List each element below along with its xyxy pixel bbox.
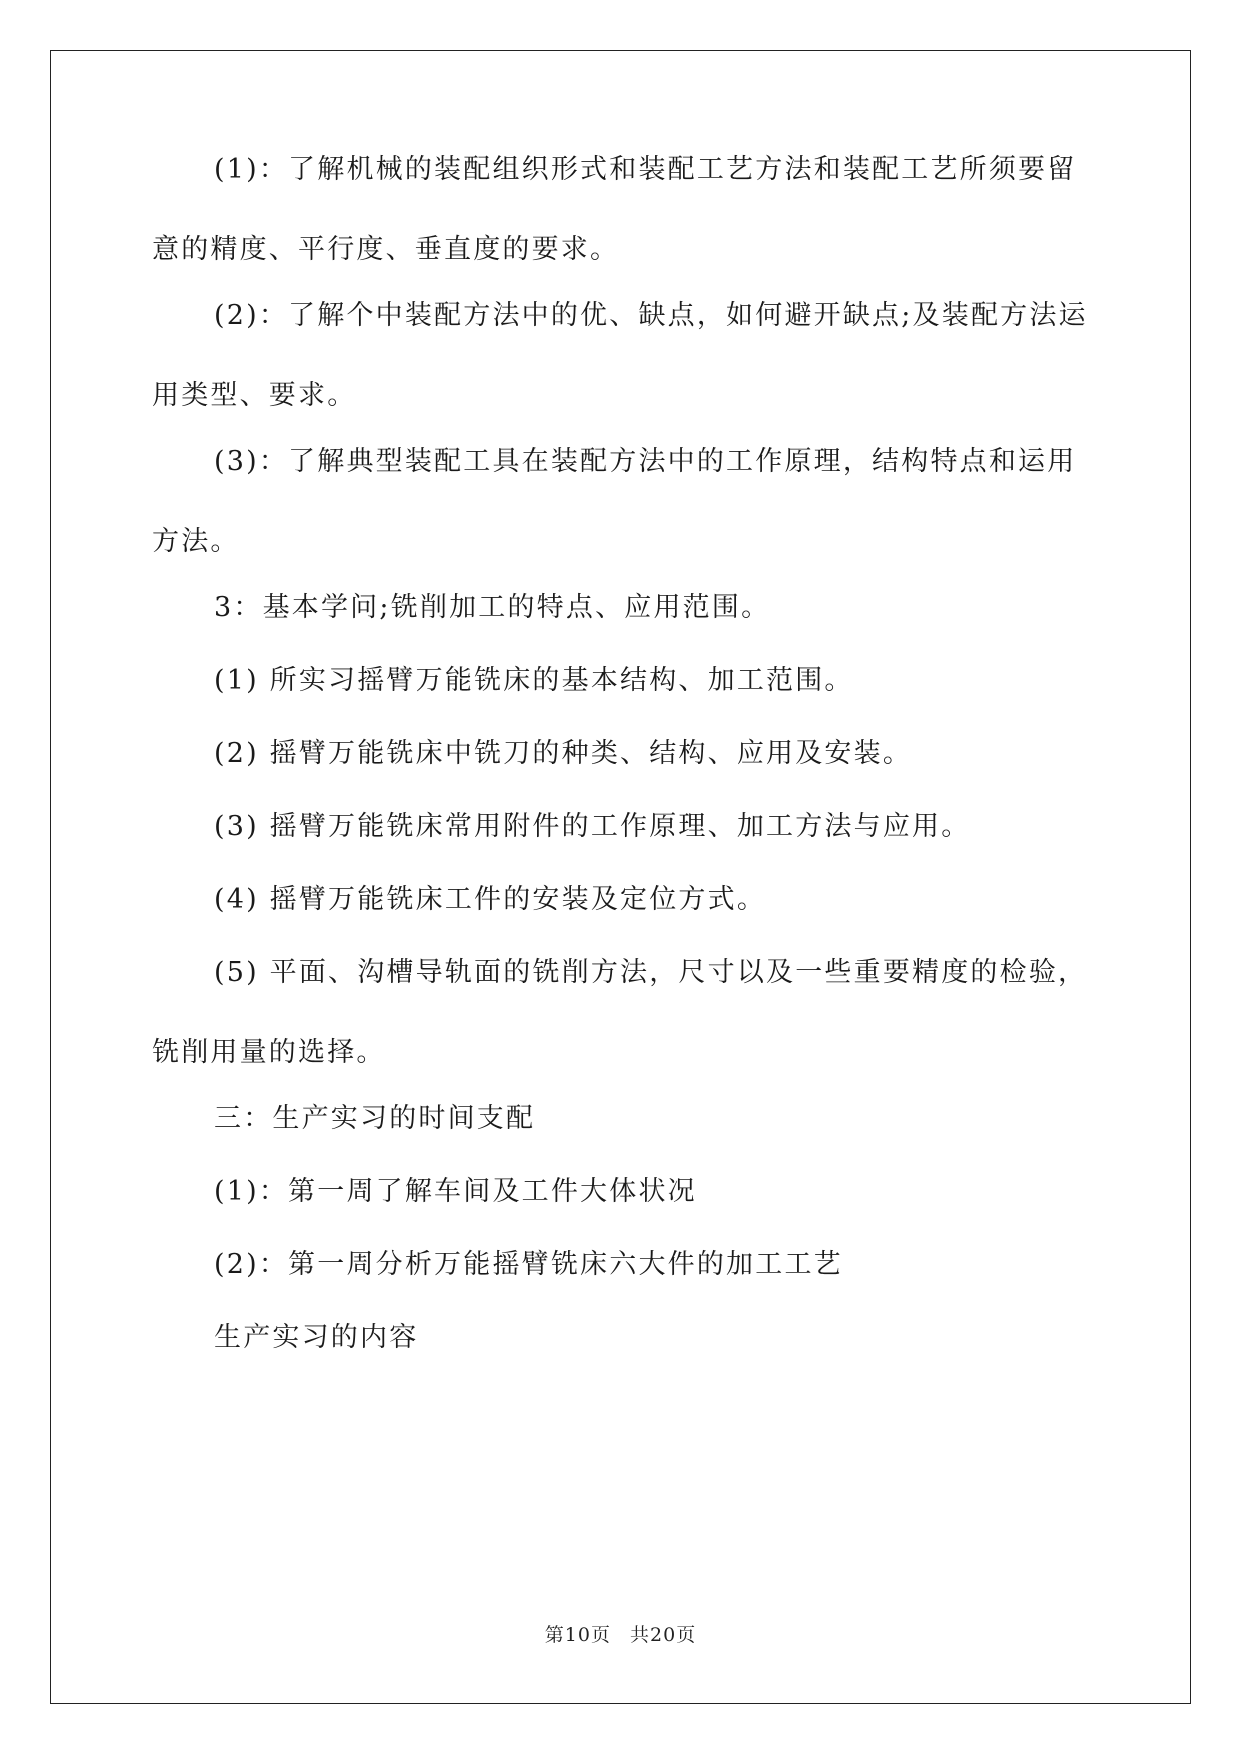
paragraph: (4) 摇臂万能铣床工件的安装及定位方式。: [214, 884, 767, 915]
paragraph: 三：生产实习的时间支配: [214, 1103, 536, 1134]
page-footer: [0, 1620, 1241, 1647]
paragraph: (2)：了解个中装配方法中的优、缺点，如何避开缺点;及装配方法运用类型、要求。: [152, 300, 1088, 411]
paragraph: (2) 摇臂万能铣床中铣刀的种类、结构、应用及安装。: [214, 738, 913, 769]
paragraph: (2)：第一周分析万能摇臂铣床六大件的加工工艺: [214, 1249, 843, 1280]
page-number: 第10页: [544, 1624, 611, 1646]
paragraph: 生产实习的内容: [214, 1322, 419, 1353]
paragraph: (1)：第一周了解车间及工件大体状况: [214, 1176, 697, 1207]
paragraph: (3) 摇臂万能铣床常用附件的工作原理、加工方法与应用。: [214, 811, 971, 842]
paragraph: (1)：了解机械的装配组织形式和装配工艺方法和装配工艺所须要留意的精度、平行度、垂直度的要求。: [152, 154, 1077, 265]
page-total: 共20页: [630, 1624, 697, 1646]
paragraph: 3：基本学问;铣削加工的特点、应用范围。: [214, 592, 771, 623]
paragraph: (1) 所实习摇臂万能铣床的基本结构、加工范围。: [214, 665, 854, 696]
paragraph: (3)：了解典型装配工具在装配方法中的工作原理，结构特点和运用方法。: [152, 446, 1077, 557]
paragraph: (5) 平面、沟槽导轨面的铣削方法，尺寸以及一些重要精度的检验，铣削用量的选择。: [152, 957, 1088, 1068]
